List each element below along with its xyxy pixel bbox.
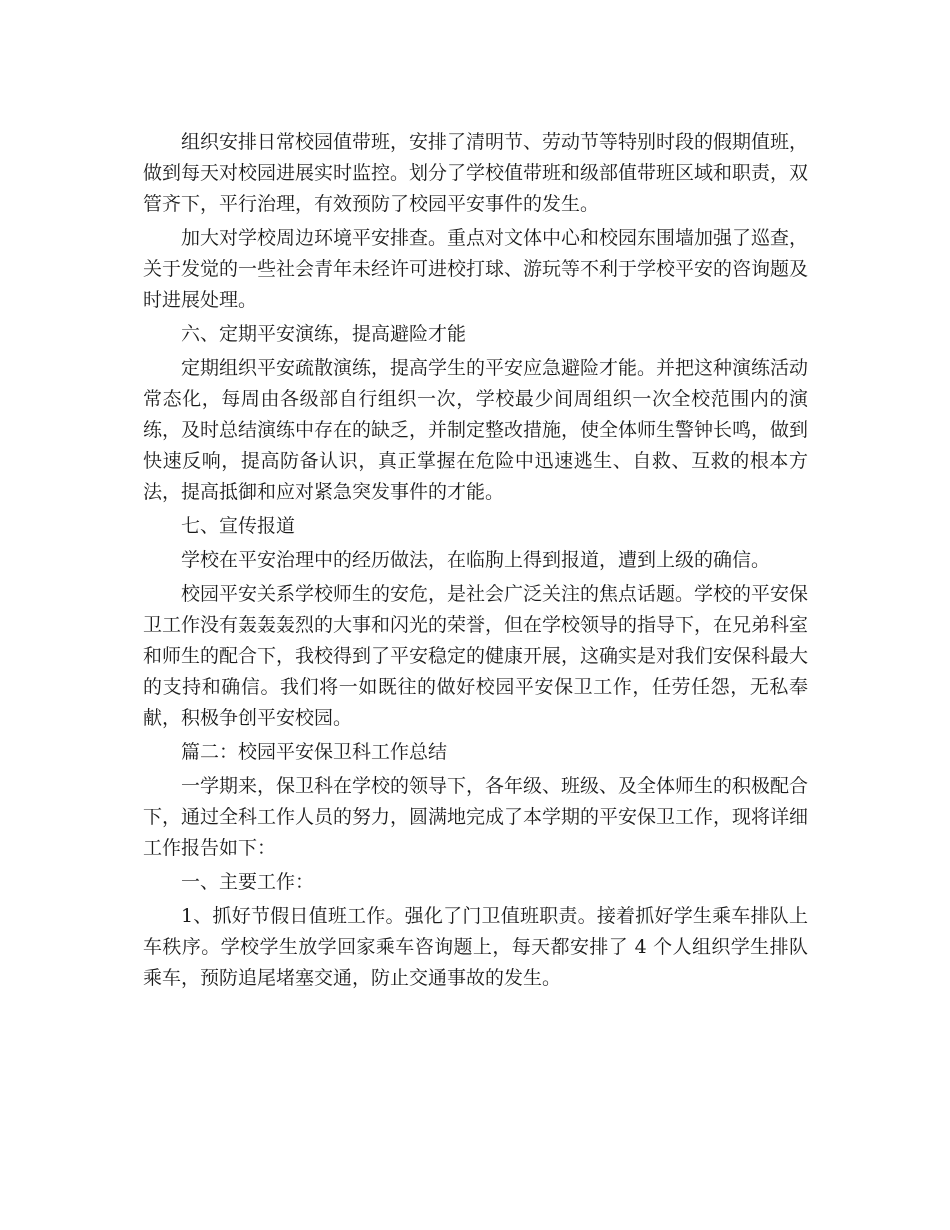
paragraph-publicity: 学校在平安治理中的经历做法，在临朐上得到报道，遭到上级的确信。 bbox=[181, 549, 771, 571]
paragraph-evacuation-drills: 定期组织平安疏散演练，提高学生的平安应急避险才能。并把这种演练活动常态化，每周由各级部自行组织一次，学校最少间周组织一次全校范围内的演练，及时总结演练中存在的缺乏，并制定整改措施，使全体师生警钟长鸣，做到快速反响，提高防备认识，真正掌握在危险中迅速逃生、自救、互救的根本方法，提高抵御和应对紧急突发事件的才能。 bbox=[143, 357, 809, 503]
paragraph-holiday-duty: 1、抓好节假日值班工作。强化了门卫值班职责。接着抓好学生乘车排队上车秩序。学校学生放学回家乘车咨询题上，每天都安排了 4 个人组织学生排队乘车，预防追尾堵塞交通，防止交通事故的发生。 bbox=[143, 905, 808, 989]
document-body bbox=[143, 127, 808, 997]
section-heading-main-work: 一、主要工作： bbox=[181, 871, 315, 893]
paragraph-semester-intro: 一学期来，保卫科在学校的领导下，各年级、班级、及全体师生的积极配合下，通过全科工作人员的努力，圆满地完成了本学期的平安保卫工作，现将详细工作报告如下： bbox=[143, 775, 809, 859]
section-heading-publicity: 七、宣传报道 bbox=[181, 515, 296, 537]
paragraph-surroundings-inspection: 加大对学校周边环境平安排查。重点对文体中心和校园东围墙加强了巡查，关于发觉的一些社会青年未经许可进校打球、游玩等不利于学校平安的咨询题及时进展处理。 bbox=[143, 227, 809, 311]
section-heading-drills: 六、定期平安演练，提高避险才能 bbox=[181, 323, 467, 345]
paragraph-duty-arrangement: 组织安排日常校园值带班，安排了清明节、劳动节等特别时段的假期值班，做到每天对校园进展实时监控。划分了学校值带班和级部值带班区域和职责，双管齐下，平行治理，有效预防了校园平安事件的发生。 bbox=[143, 131, 809, 215]
paragraph-campus-safety-summary: 校园平安关系学校师生的安危，是社会广泛关注的焦点话题。学校的平安保卫工作没有轰轰轰烈的大事和闪光的荣誉，但在学校领导的指导下，在兄弟科室和师生的配合下，我校得到了平安稳定的健康开展，这确实是对我们安保科最大的支持和确信。我们将一如既往的做好校园平安保卫工作，任劳任怨，无私奉献，积极争创平安校园。 bbox=[143, 583, 809, 729]
section-heading-part-two: 篇二：校园平安保卫科工作总结 bbox=[181, 741, 448, 763]
